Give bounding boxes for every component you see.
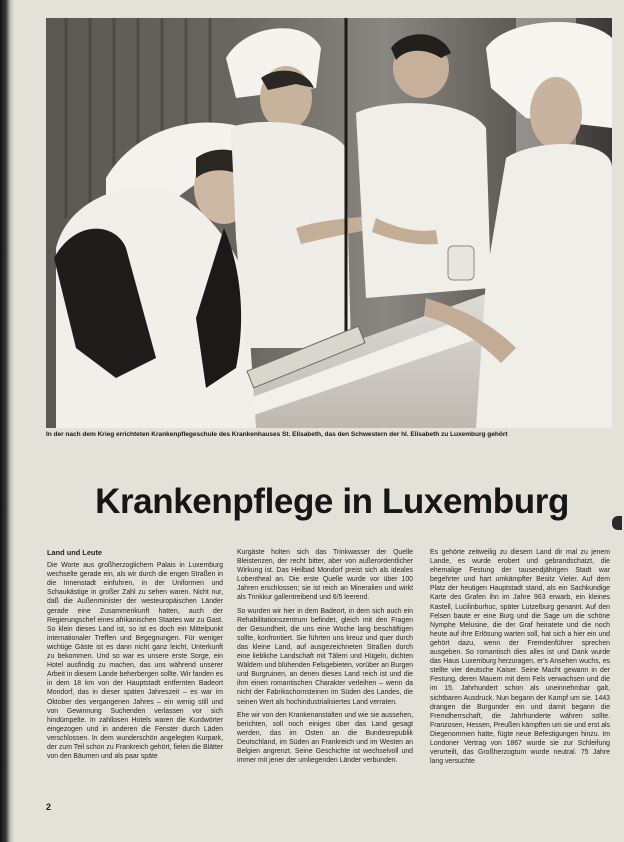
paragraph: Ehe wir von den Krankenanstalten und wie sie aussehen, berichten, soll noch einiges über das Land gesagt werden, das im Osten an die Bundesrepublik Deutschland, im Süden an Frankreich und im Westen an Belgien angrenzt. Seine Geschichte ist wechselvoll und immer mit jener der umliegenden Länder verbunden.: [237, 711, 413, 765]
page-edge-tab: [612, 516, 622, 530]
paragraph: Kurgäste holten sich das Trinkwasser der Quelle Bleistenzen, der recht bitter, aber von außerordentlicher Wirkung ist. Das Heilbad Mondorf preist sich als ideales Lobentheal an. Die erste Quelle wurde vor über 100 Jahren erschlossen; sie ist reich an Mineralien und wirkt als Trinkkur gallentreibend und 6/5 leerend.: [237, 549, 413, 602]
text-column-2: [237, 548, 413, 818]
photo-illustration: [46, 18, 612, 428]
paragraph: Die Worte aus großherzoglichem Palais in Luxemburg wechselte gerade ein, als wir durch die engen Straßen in die Innenstadt einfuhren, in der Uniformen und Schaukästige in großer Zahl zu sehen waren. Nicht nur, daß die Außenminister der westeuropäischen Länder gerade eine Zusammenkunft hatten, auch der Regierungschef eines afrikanischen Staates war zu Gast. So klein dieses Land ist, so ist es doch ein Mittelpunkt internationaler Treffen und Begegnungen. Für weniger wichtige Gäste ist es dann nicht ganz leicht, Unterkunft zu bekommen. Und so war es unsere erste Sorge, ein Hotel ausfindig zu machen, das uns während unserer Arbeit in diesem Lande beherbergen sollte. Wir fanden es in dem 18 km von der Hauptstadt entfernten Badeort Mondorf, das in dieser späten Jahreszeit – es war im Oktober des vergangenen Jahres – ein wenig still und von Gewinnung Suchenden verlassen vor sich hindümpelte. In zahllosen Hotels waren die Kurdwörter eingezogen und in anderen die Fenster durch Läden verschlossen. In dem wunderschön angelegten Kurpark, der zum Teil schon zu Frankreich gehört, fielen die Blätter von den Bäumen und als paar späte: [47, 562, 223, 761]
photo-caption: In der nach dem Krieg errichteten Krankenpflegeschule des Krankenhauses St. Elisabeth, das den Schwestern der hl. Elisabeth zu Luxemburg gehört: [46, 431, 508, 438]
text-column-1: [47, 548, 223, 818]
section-heading: Land und Leute: [47, 548, 103, 557]
scan-edge-shadow: [0, 0, 14, 842]
paragraph: So wurden wir hier in dem Badeort, in dem sich auch ein Rehabilitationszentrum befindet, gleich mit den Fragen der Gesundheit, die uns eine Woche lang beschäftigen sollte, konfrontiert. Sie führten uns kreuz und quer durch das kleine Land, auf ausgezeichneten Straßen durch eine liebliche Landschaft mit Tälern und Hügeln, dichten Wäldern und blühenden Felsgebieten, vorüber an Burgen und Burgruinen, an denen dieses Land reich ist und die ihm einen romantischen Charakter verleihen – wenn da nicht der Fabrikschornsteinen im Süden des Landes, die seinen Wert als hochindustrialisiertes Land verraten.: [237, 607, 413, 706]
article-headline: Krankenpflege in Luxemburg: [95, 482, 569, 521]
page-number: 2: [46, 802, 52, 812]
paragraph: Es gehörte zeitweilig zu diesem Land dir mal zu jenem Lande, es wurde erobert und gebrandschatzt, die ehemalige Festung der tausendjährigen Stadt war begehrter und hart umkämpfter Besitz Vieler. Auf dem Platz der heutigen Hauptstadt stand, als ein Sachkundige Karte des Grafen ihn im Jahre 963 erwarb, ein kleines Kastell, Lucilinburhuc, später Lutzelburg genannt. Auf den Felsen baute er eine Burg und die Sage um die schöne Nymphe Melusine, die der Graf heiratete und die noch heute auf ihre Erlösung warten soll, hat sich a hier ein und gehört dazu, wenn der Fremdenführer sprechen ausgeben. So romantisch dies alles ist und Dank wurde das Haus Luxemburg herzuragen, er's Ansehen wuchs, es stellte vier deutsche Kaiser. Seine Macht gewann in der Festung, deren Mauern mit dem Fels verwachsen und die im 15. Jahrhundert schon als uneinnehmbar galt, sichtbaren Ausdruck. Nun begann der Kampf um sie. 1443 drangen die Burgunder ein und damit begann die Fremdherrschaft, die Jahrhunderte währen sollte. Franzosen, Hessen, Preußen kämpften um sie und erst als Diegenommen hatte, fügte neue Befestigungen hinzu. Im Londoner Vertrag von 1867 wurde sie zur Schleifung verurteilt, das Großherzogtum wurde neutral. 75 Jahre lang versuchte: [430, 549, 610, 766]
nursing-school-photo: [46, 18, 612, 428]
text-column-3: [430, 548, 610, 818]
